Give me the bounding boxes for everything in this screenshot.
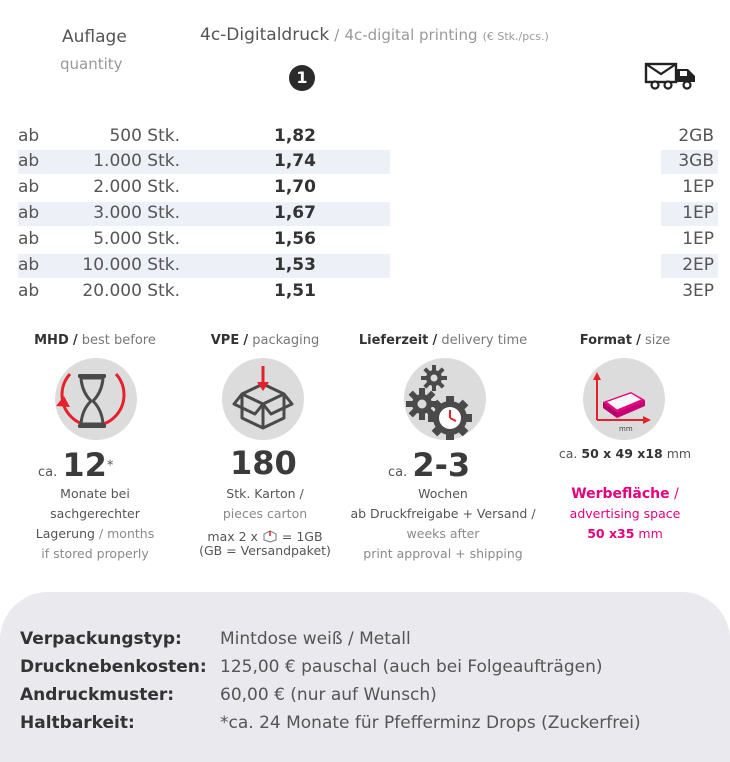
quantity-heading: Auflage	[62, 27, 127, 47]
row-prefix: ab	[18, 281, 40, 301]
mhd-value	[38, 446, 113, 484]
row-quantity: 2.000 Stk.	[93, 177, 180, 197]
format-box-icon	[583, 358, 665, 444]
row-prefix: ab	[18, 126, 40, 146]
delivery-number: 2-3	[412, 446, 471, 484]
mhd-title: MHD / best before	[34, 333, 156, 348]
row-shipping: 1EP	[682, 229, 714, 249]
row-price: 1,51	[274, 281, 316, 301]
row-shipping: 3EP	[682, 281, 714, 301]
vpe-line3: max 2 x = 1GB	[207, 529, 323, 544]
format-ad-line3: 50 x35 mm	[587, 526, 663, 541]
detail-label: Andruckmuster:	[20, 685, 175, 705]
mhd-number: 12	[62, 446, 107, 484]
format-title-de: Format	[579, 333, 632, 348]
format-mm-label: mm	[619, 425, 633, 433]
mhd-title-de: MHD	[34, 333, 69, 348]
print-heading-sep: /	[334, 26, 340, 44]
row-quantity: 500 Stk.	[109, 126, 180, 146]
mhd-line1: Monate bei	[60, 486, 130, 501]
delivery-ca: ca.	[388, 465, 408, 480]
mhd-title-en: best before	[81, 333, 156, 348]
mini-box-icon	[262, 530, 278, 543]
row-shipping: 1EP	[682, 203, 714, 223]
delivery-line2: ab Druckfreigabe + Versand /	[350, 506, 536, 521]
row-shipping: 2GB	[678, 126, 714, 146]
mhd-star: *	[106, 458, 114, 474]
price-row	[18, 124, 718, 149]
price-unit: (€ Stk./pcs.)	[482, 30, 549, 43]
price-row	[18, 201, 718, 226]
shipping-truck-icon	[644, 60, 698, 94]
detail-value: 60,00 € (nur auf Wunsch)	[220, 685, 437, 705]
row-price: 1,82	[274, 126, 316, 146]
vpe-number: 180	[230, 444, 297, 482]
price-row	[18, 149, 718, 174]
print-heading	[200, 25, 549, 45]
mhd-line2: sachgerechter	[50, 506, 140, 521]
mhd-line4: if stored properly	[41, 546, 149, 561]
format-size-unit: mm	[666, 446, 692, 461]
details-panel	[0, 592, 730, 762]
price-row	[18, 227, 718, 252]
row-shipping: 3GB	[678, 151, 714, 171]
row-prefix: ab	[18, 177, 40, 197]
column-badge: 1	[289, 65, 315, 91]
delivery-line4: print approval + shipping	[363, 546, 523, 561]
mhd-description	[10, 484, 180, 564]
vpe-title-de: VPE	[210, 333, 240, 348]
row-quantity: 10.000 Stk.	[82, 255, 180, 275]
vpe-line2: pieces carton	[222, 506, 308, 521]
format-ad-line1: Werbefläche /	[571, 486, 679, 502]
box-icon	[222, 358, 304, 444]
format-title-en: size	[645, 333, 671, 348]
row-prefix: ab	[18, 255, 40, 275]
row-quantity: 3.000 Stk.	[93, 203, 180, 223]
row-prefix: ab	[18, 151, 40, 171]
detail-value: 125,00 € pauschal (auch bei Folgeaufträgen)	[220, 657, 603, 677]
format-ad-space	[545, 484, 705, 544]
detail-value: Mintdose weiß / Metall	[220, 629, 411, 649]
detail-value: *ca. 24 Monate für Pfefferminz Drops (Zuckerfrei)	[220, 713, 641, 733]
gears-clock-icon	[400, 362, 490, 446]
delivery-title-de: Lieferzeit	[358, 333, 429, 348]
row-shipping: 2EP	[682, 255, 714, 275]
detail-label: Drucknebenkosten:	[20, 657, 207, 677]
format-ad-line2: advertising space	[569, 506, 681, 521]
vpe-line1: Stk. Karton /	[226, 486, 304, 501]
row-quantity: 5.000 Stk.	[93, 229, 180, 249]
print-heading-de: 4c-Digitaldruck	[200, 25, 330, 45]
delivery-description	[336, 484, 550, 564]
row-quantity: 1.000 Stk.	[93, 151, 180, 171]
delivery-line1: Wochen	[418, 486, 468, 501]
row-price: 1,67	[274, 203, 316, 223]
delivery-line3: weeks after	[406, 526, 480, 541]
delivery-title: Lieferzeit / delivery time	[358, 333, 528, 348]
row-shipping: 1EP	[682, 177, 714, 197]
row-quantity: 20.000 Stk.	[82, 281, 180, 301]
price-row	[18, 175, 718, 200]
price-row	[18, 253, 718, 278]
format-size-ca: ca.	[558, 446, 578, 461]
format-size-value: 50 x 49 x18	[581, 446, 663, 461]
detail-label: Haltbarkeit:	[20, 713, 135, 733]
quantity-heading-en: quantity	[60, 55, 123, 73]
row-price: 1,53	[274, 255, 316, 275]
row-price: 1,74	[274, 151, 316, 171]
delivery-value	[388, 446, 470, 484]
hourglass-icon	[44, 360, 140, 446]
vpe-description	[180, 484, 350, 558]
format-title: Format / size	[579, 333, 671, 348]
price-row	[18, 279, 718, 304]
mhd-ca: ca.	[38, 465, 58, 480]
row-prefix: ab	[18, 229, 40, 249]
delivery-title-en: delivery time	[441, 333, 528, 348]
vpe-title-en: packaging	[252, 333, 320, 348]
row-price: 1,70	[274, 177, 316, 197]
format-size	[545, 444, 705, 464]
vpe-title: VPE / packaging	[210, 333, 320, 348]
row-prefix: ab	[18, 203, 40, 223]
detail-label: Verpackungstyp:	[20, 629, 182, 649]
vpe-line4: (GB = Versandpaket)	[199, 543, 331, 558]
print-heading-en: 4c-digital printing	[344, 26, 478, 44]
mhd-line3: Lagerung / months	[35, 526, 155, 541]
row-price: 1,56	[274, 229, 316, 249]
